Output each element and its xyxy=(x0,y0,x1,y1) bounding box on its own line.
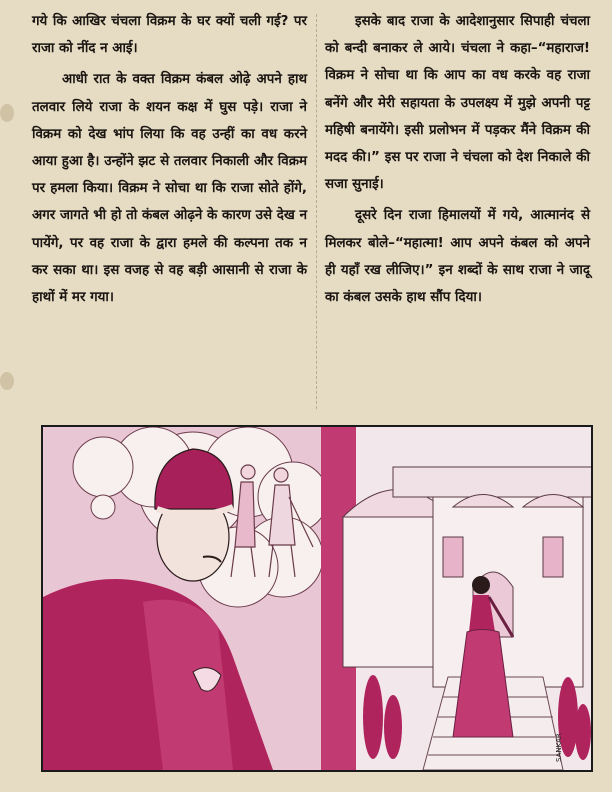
artist-signature: SANKAR xyxy=(555,733,563,762)
paper-mark xyxy=(0,104,14,122)
paragraph: आधी रात के वक्त विक्रम कंबल ओढ़े अपने हाथ तलवार लिये राजा के शयन कक्ष में घुस पड़े। राजा ने विक्रम को देख भांप लिया कि वह उन्हीं का वध करने आया हुआ है। उन्होंने झट से तलवार निकाली और विक्रम पर हमला किया। विक्रम ने सोचा था कि राजा सोते होंगे, अगर जागते भी हो तो कंबल ओढ़ने के कारण उसे देख न पायेंगे, पर वह राजा के द्वारा हमले की कल्पना तक न कर सका था। इस वजह से वह बड़ी आसानी से राजा के हाथों में मर गया। xyxy=(32,72,307,306)
paragraph: गये कि आखिर चंचला विक्रम के घर क्यों चली गई? पर राजा को नींद न आई। xyxy=(32,14,307,57)
paper-mark xyxy=(0,372,14,390)
left-text-column xyxy=(32,8,307,311)
column-divider xyxy=(316,14,317,409)
paragraph: इसके बाद राजा के आदेशानुसार सिपाही चंचला को बन्दी बनाकर ले आये। चंचला ने कहा–“महाराज! विक्रम ने सोचा था कि आप का वध करके वह राजा बनेंगे और मेरी सहायता के उपलक्ष्य में मुझे अपनी पट्ट महिषी बनायेंगे। इसी प्रलोभन में पड़कर मैंने विक्रम की मदद की।” इस पर राजा ने चंचला को देश निकाले की सजा सुनाई। xyxy=(325,14,590,193)
illustration-svg xyxy=(43,427,591,770)
right-text-column xyxy=(325,8,590,311)
illustration-panel xyxy=(41,425,593,772)
paragraph: दूसरे दिन राजा हिमालयों में गये, आत्मानंद से मिलकर बोले–“महात्मा! आप अपने कंबल को अपने ही यहाँ रख लीजिए।” इन शब्दों के साथ राजा ने जादू का कंबल उसके हाथ सौंप दिया। xyxy=(325,208,590,306)
